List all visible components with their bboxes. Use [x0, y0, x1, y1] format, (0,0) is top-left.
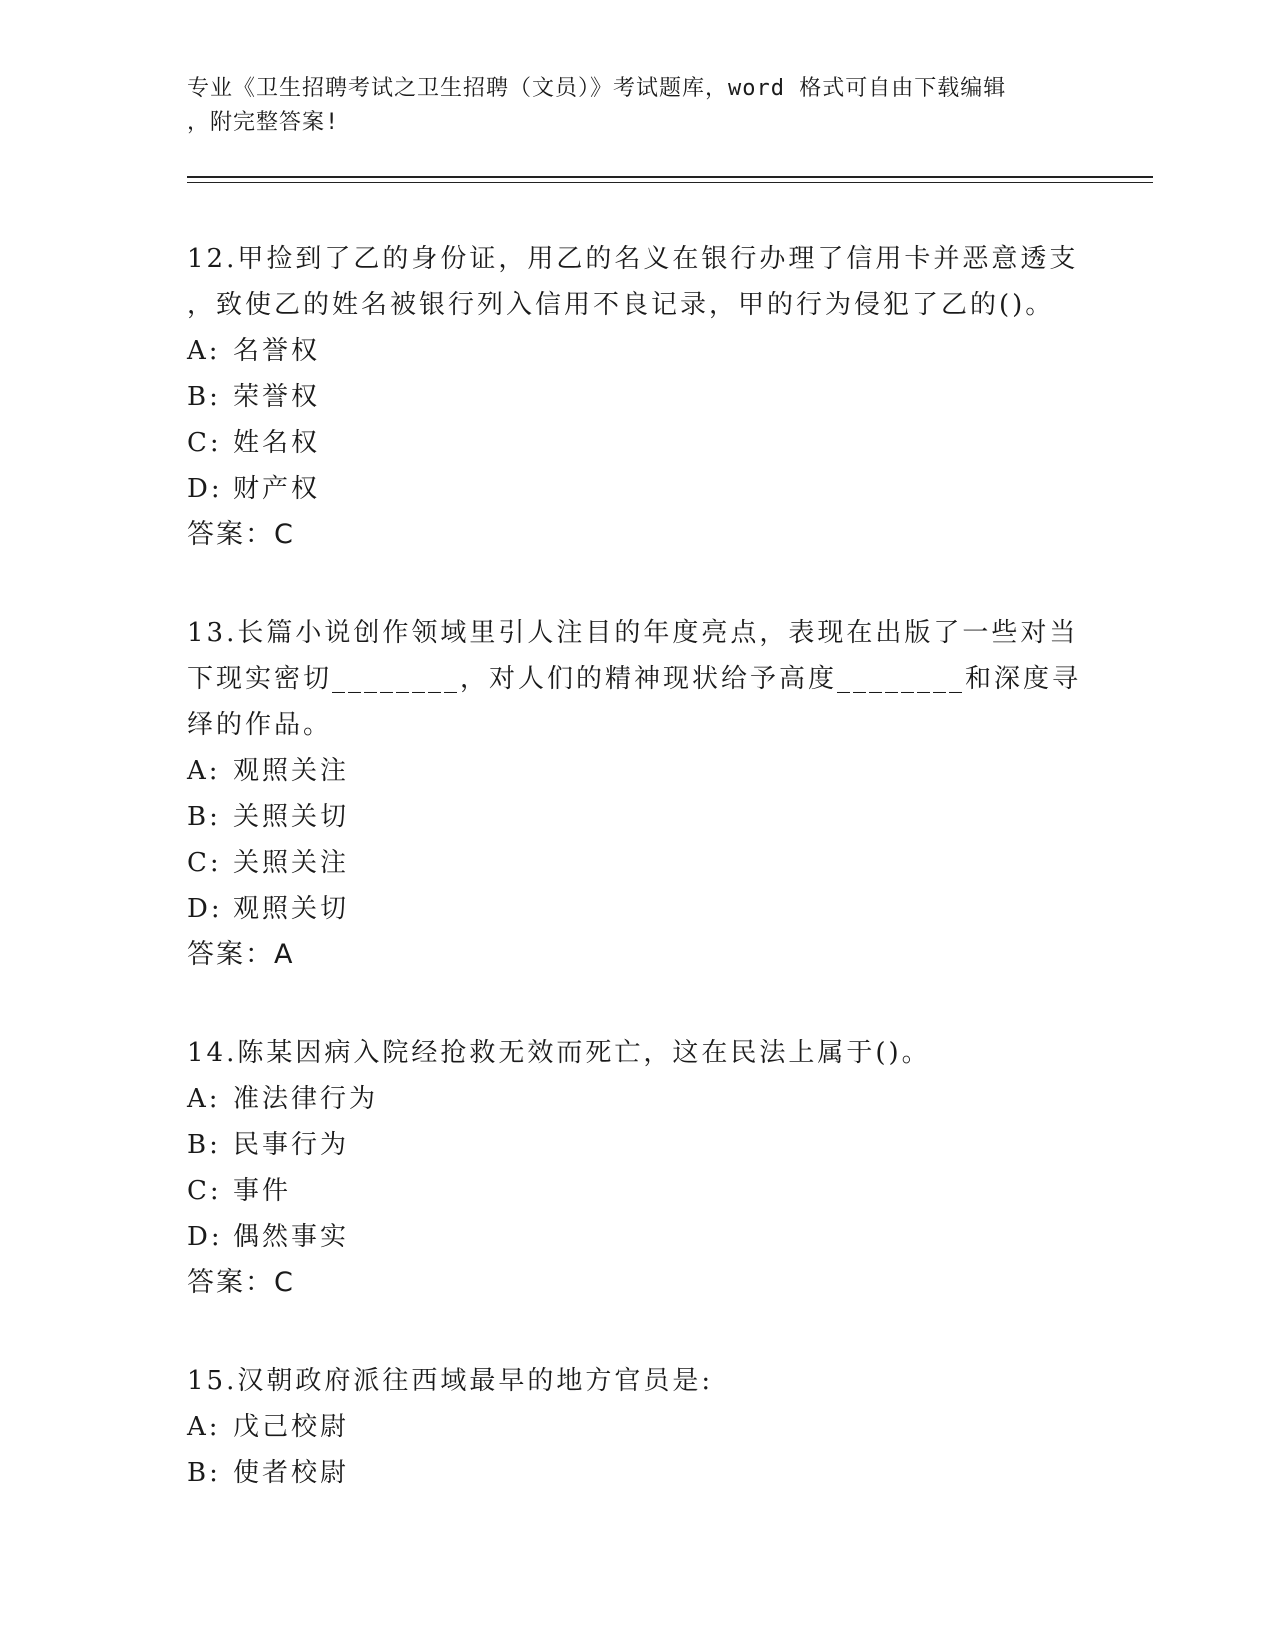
option-text: 财产权: [233, 474, 321, 504]
option-text: 偶然事实: [233, 1222, 350, 1252]
answer-key: 答案：C: [187, 1267, 295, 1298]
option-letter: A:: [187, 756, 221, 786]
option-letter: A:: [187, 1084, 221, 1114]
answer-option: [187, 1214, 1087, 1260]
question-stem-line: ，致使乙的姓名被银行列入信用不良记录，甲的行为侵犯了乙的()。: [187, 290, 1055, 320]
question-block: [187, 1030, 1087, 1306]
option-letter: B:: [187, 382, 221, 412]
option-letter: A:: [187, 336, 221, 366]
option-letter: B:: [187, 802, 221, 832]
option-text: 荣誉权: [233, 382, 321, 412]
option-letter: C:: [187, 1176, 222, 1206]
answer-option: [187, 1404, 1087, 1450]
answer-option: [187, 466, 1087, 512]
answer-option: [187, 1076, 1087, 1122]
option-letter: C:: [187, 848, 222, 878]
option-text: 关照关注: [233, 848, 350, 878]
answer-option: [187, 374, 1087, 420]
document-header: [187, 72, 1067, 140]
answer-option: [187, 748, 1087, 794]
question-stem-line: 13.长篇小说创作领域里引人注目的年度亮点，表现在出版了一些对当: [187, 618, 1079, 648]
answer-option: [187, 328, 1087, 374]
option-text: 民事行为: [233, 1130, 350, 1160]
option-text: 准法律行为: [233, 1084, 379, 1114]
header-divider-thick: [187, 176, 1153, 178]
question-stem-line: 14.陈某因病入院经抢救无效而死亡，这在民法上属于()。: [187, 1038, 931, 1068]
question-stem-line: 15.汉朝政府派往西域最早的地方官员是:: [187, 1366, 714, 1396]
answer-option: [187, 1122, 1087, 1168]
answer-option: [187, 886, 1087, 932]
question-block: [187, 610, 1087, 978]
answer-option: [187, 840, 1087, 886]
header-line-1: 专业《卫生招聘考试之卫生招聘（文员）》考试题库，word 格式可自由下载编辑: [187, 76, 1007, 101]
option-letter: B:: [187, 1130, 221, 1160]
option-text: 关照关切: [233, 802, 350, 832]
question-stem-line: 绎的作品。: [187, 710, 333, 740]
header-divider-thin: [187, 182, 1153, 183]
option-text: 观照关切: [233, 894, 350, 924]
answer-key: 答案：C: [187, 519, 295, 550]
option-letter: B:: [187, 1458, 221, 1488]
question-block: [187, 1358, 1087, 1496]
question-stem-line: 12.甲捡到了乙的身份证，用乙的名义在银行办理了信用卡并恶意透支: [187, 244, 1079, 274]
question-stem-line: 下现实密切________，对人们的精神现状给予高度________和深度寻: [187, 664, 1082, 694]
option-text: 名誉权: [233, 336, 321, 366]
answer-option: [187, 420, 1087, 466]
option-letter: D:: [187, 474, 223, 504]
option-text: 戊己校尉: [233, 1412, 350, 1442]
answer-option: [187, 1168, 1087, 1214]
option-text: 事件: [233, 1176, 292, 1206]
answer-key: 答案：A: [187, 939, 295, 970]
question-block: [187, 236, 1087, 558]
option-text: 观照关注: [233, 756, 350, 786]
option-text: 使者校尉: [233, 1458, 350, 1488]
option-letter: C:: [187, 428, 222, 458]
header-line-2: ，附完整答案!: [187, 110, 340, 135]
answer-option: [187, 1450, 1087, 1496]
option-letter: D:: [187, 894, 223, 924]
option-letter: A:: [187, 1412, 221, 1442]
option-text: 姓名权: [233, 428, 321, 458]
question-list: [187, 236, 1087, 1548]
answer-option: [187, 794, 1087, 840]
option-letter: D:: [187, 1222, 223, 1252]
